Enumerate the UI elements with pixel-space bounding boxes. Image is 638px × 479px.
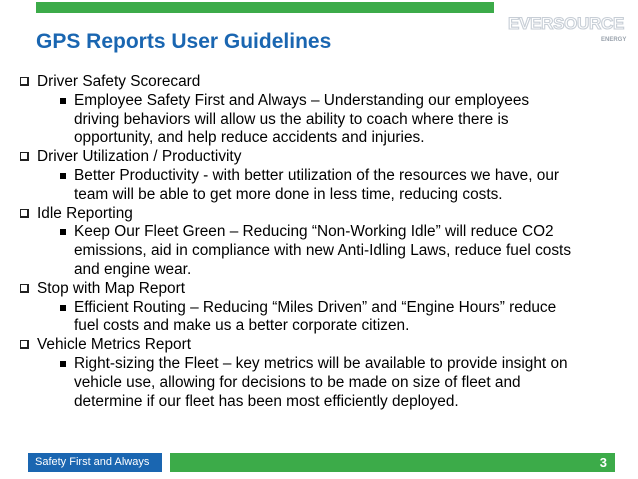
checkbox-bullet-icon xyxy=(20,284,29,293)
eversource-logo xyxy=(506,10,634,46)
page-number: 3 xyxy=(599,455,607,470)
bullet-item: Better Productivity - with better utilization of the resources we have, our team will be able to get more done in less time, reducing costs. xyxy=(20,167,620,205)
footer-bar xyxy=(170,453,615,472)
bullet-item: Right-sizing the Fleet – key metrics will be available to provide insight on vehicle use, allowing for decisions to be made on size of fleet and determine if our fleet has been most efficiently deployed. xyxy=(20,355,620,411)
bullet-item: Employee Safety First and Always – Understanding our employees driving behaviors will allow us the ability to coach where there is opportunity, and help reduce accidents and injuries. xyxy=(20,92,620,148)
svg-text:EVERSOURCE: EVERSOURCE xyxy=(508,14,625,33)
section-heading: Driver Utilization / Productivity xyxy=(20,148,620,167)
section-vehicle-metrics xyxy=(20,336,620,411)
section-heading: Stop with Map Report xyxy=(20,280,620,299)
checkbox-bullet-icon xyxy=(20,340,29,349)
square-bullet-icon xyxy=(60,229,66,235)
section-driver-safety xyxy=(20,73,620,148)
checkbox-bullet-icon xyxy=(20,209,29,218)
section-driver-utilization xyxy=(20,148,620,204)
slide-title: GPS Reports User Guidelines xyxy=(36,30,332,53)
footer-label: Safety First and Always xyxy=(28,453,162,472)
bullet-item: Keep Our Fleet Green – Reducing “Non-Working Idle” will reduce CO2 emissions, aid in compliance with new Anti-Idling Laws, reduce fuel costs and engine wear. xyxy=(20,223,620,279)
section-idle-reporting xyxy=(20,205,620,280)
square-bullet-icon xyxy=(60,98,66,104)
header-accent-bar xyxy=(36,2,494,13)
section-heading: Vehicle Metrics Report xyxy=(20,336,620,355)
svg-text:ENERGY: ENERGY xyxy=(601,37,627,43)
square-bullet-icon xyxy=(60,173,66,179)
bullet-item: Efficient Routing – Reducing “Miles Driven” and “Engine Hours” reduce fuel costs and make us a better corporate citizen. xyxy=(20,299,620,337)
checkbox-bullet-icon xyxy=(20,152,29,161)
section-stop-with-map xyxy=(20,280,620,336)
square-bullet-icon xyxy=(60,361,66,367)
section-heading: Driver Safety Scorecard xyxy=(20,73,620,92)
slide-content xyxy=(20,73,620,411)
square-bullet-icon xyxy=(60,305,66,311)
section-heading: Idle Reporting xyxy=(20,205,620,224)
checkbox-bullet-icon xyxy=(20,77,29,86)
